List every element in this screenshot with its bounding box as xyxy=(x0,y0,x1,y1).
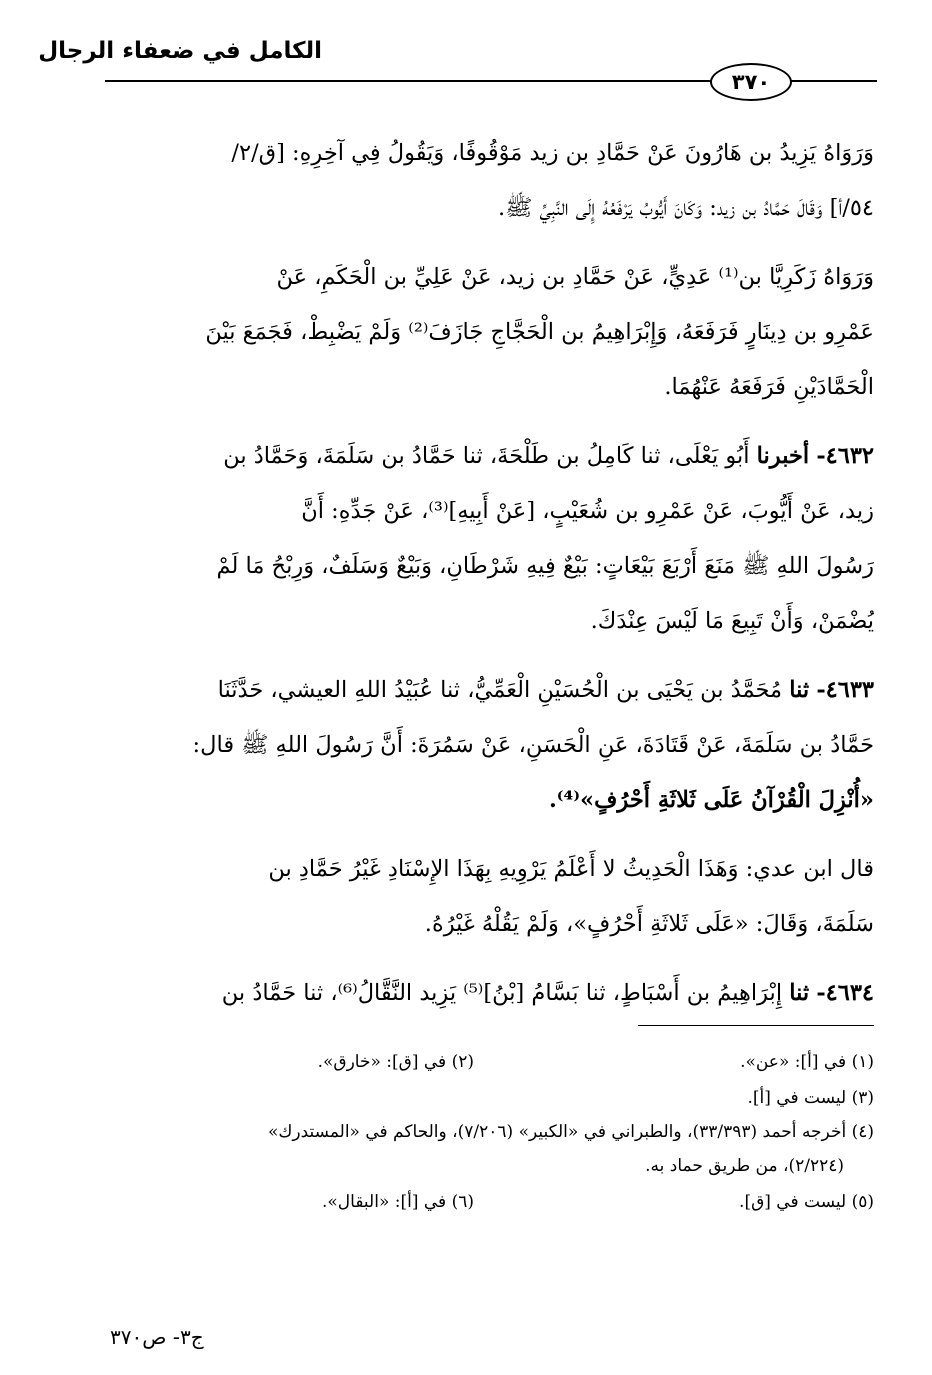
footnote: (٥) ليست في [ق]. xyxy=(739,1192,874,1212)
hadith-entry xyxy=(110,663,874,828)
text-line: عَمْرِو بن دِينَارٍ فَرَفَعَهُ، وَإِبْرَاهِيمُ بن الْحَجَّاجِ جَازَفَ⁽²⁾ وَلَمْ يَضْبِطْ، فَجَمَعَ بَيْنَ xyxy=(205,319,874,345)
paragraph xyxy=(110,126,874,236)
footnote: (١) في [أ]: «عن». xyxy=(740,1052,874,1072)
text-line: رَسُولَ اللهِ ﷺ مَنَعَ أَرْبَعَ بَيْعَاتٍ: بَيْعٌ فِيهِ شَرْطَانِ، وَبَيْعٌ وَسَلَفٌ، وَرِبْحُ مَا لَمْ xyxy=(216,553,874,579)
footnote: (٢) في [ق]: «خارق». xyxy=(317,1052,474,1072)
text-line: قال ابن عدي: وَهَذَا الْحَدِيثُ لا أَعْلَمُ يَرْوِيهِ بِهَذَا الإِسْنَادِ غَيْرُ حَمَّادِ بن xyxy=(268,856,874,882)
footnote: (٦) في [أ]: «البقال». xyxy=(321,1192,474,1212)
footnote: (٤) أخرجه أحمد (٣٣/٣٩٣)، والطبراني في «الكبير» (٧/٢٠٦)، والحاكم في «المستدرك» xyxy=(267,1122,874,1142)
narration-lead: أخبرنا xyxy=(756,443,810,469)
footnotes xyxy=(110,1043,874,1221)
footnote: (٣) ليست في [أ]. xyxy=(747,1088,874,1108)
text-line: وَرَوَاهُ زَكَرِيَّا بن⁽¹⁾ عَدِيٍّ، عَنْ حَمَّادِ بن زيد، عَنْ عَلِيِّ بن الْحَكَمِ، عَنْ xyxy=(276,264,874,290)
text-line: سَلَمَةَ، وَقَالَ: «عَلَى ثَلاثَةِ أَحْرُفٍ»، وَلَمْ يَقُلْهُ غَيْرُهُ. xyxy=(424,911,874,937)
text-line xyxy=(110,429,874,484)
footnote-row xyxy=(110,1183,874,1221)
text-line: وَرَوَاهُ يَزِيدُ بن هَارُونَ عَنْ حَمَّادِ بن زيد مَوْقُوفًا، وَيَقُولُ فِي آخِرِهِ: [ق/٢/ xyxy=(231,140,874,166)
paragraph xyxy=(110,250,874,415)
text-line: «أُنْزِلَ الْقُرْآنُ عَلَى ثَلاثَةِ أَحْرُفٍ»⁽⁴⁾. xyxy=(548,787,874,813)
page-number-badge: ٣٧٠ xyxy=(710,63,792,101)
hadith-entry xyxy=(110,429,874,649)
text-line: ٥٤/أ] وَقَالَ حَمَّادُ بن زيد: وَكَانَ أَيُّوبُ يَرْفَعُهُ إِلَى النَّبِيِّ ﷺ. xyxy=(498,195,874,221)
text-line xyxy=(110,663,874,718)
paragraph xyxy=(110,842,874,952)
footnote-row xyxy=(110,1043,874,1081)
text-line: حَمَّادُ بن سَلَمَةَ، عَنْ قَتَادَةَ، عَنِ الْحَسَنِ، عَنْ سَمُرَةَ: أَنَّ رَسُولَ اللهِ ﷺ قال: xyxy=(192,732,874,758)
footnote-continuation: (٢/٢٢٤)، من طريق حماد به. xyxy=(645,1156,844,1176)
hadith-number: ٤٦٣٢- xyxy=(816,443,874,469)
text-line xyxy=(110,966,874,1021)
text-line-rest: مُحَمَّدُ بن يَحْيَى بن الْحُسَيْنِ الْعَمِّيُّ، ثنا عُبَيْدُ اللهِ العيشي، حَدَّثَنَا xyxy=(217,677,783,703)
text-line: يُضْمَنْ، وَأَنْ تَبِيعَ مَا لَيْسَ عِنْدَكَ. xyxy=(590,608,874,634)
hadith-number: ٤٦٣٤- xyxy=(816,980,874,1006)
text-line: الْحَمَّادَيْنِ فَرَفَعَهُ عَنْهُمَا. xyxy=(664,374,874,400)
hadith-number: ٤٦٣٣- xyxy=(816,677,874,703)
footnote-rule xyxy=(638,1025,874,1026)
volume-page-marker: ج٣- ص٣٧٠ xyxy=(110,1325,204,1349)
text-line-rest: أَبُو يَعْلَى، ثنا كَامِلُ بن طَلْحَةَ، ثنا حَمَّادُ بن سَلَمَةَ، وَحَمَّادُ بن xyxy=(223,443,750,469)
running-header-title: الكامل في ضعفاء الرجال xyxy=(38,38,322,64)
narration-lead: ثنا xyxy=(789,980,810,1006)
hadith-entry xyxy=(110,966,874,1021)
narration-lead: ثنا xyxy=(789,677,810,703)
text-line: زيد، عَنْ أَيُّوبَ، عَنْ عَمْرِو بن شُعَيْبٍ، [عَنْ أَبِيهِ]⁽³⁾، عَنْ جَدِّهِ: أَنَّ xyxy=(301,498,874,524)
main-text xyxy=(110,126,874,1021)
text-line-rest: إِبْرَاهِيمُ بن أَسْبَاطٍ، ثنا بَسَّامُ [بْنُ]⁽⁵⁾ يَزِيد النَّقَّالُ⁽⁶⁾، ثنا حَمَّادُ بن xyxy=(221,980,783,1006)
